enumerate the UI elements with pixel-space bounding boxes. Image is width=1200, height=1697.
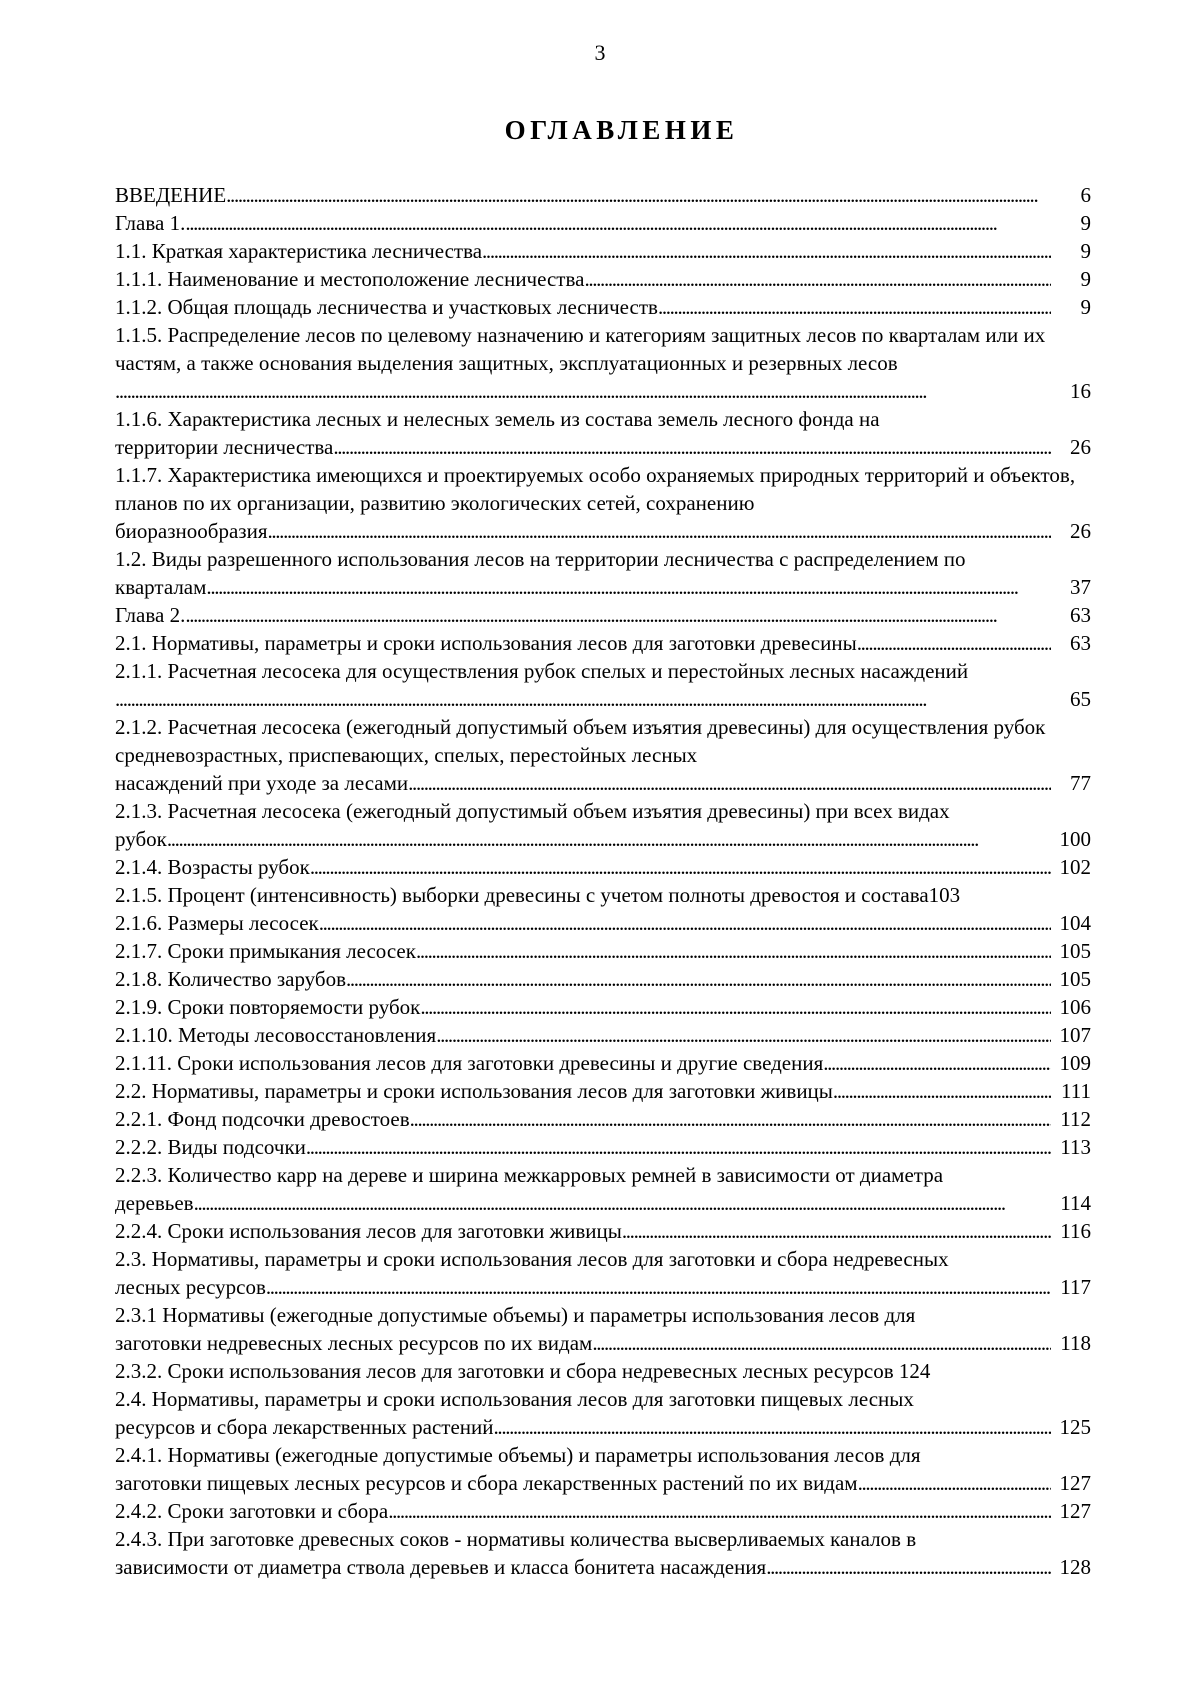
toc-entry-title: 2.2.1. Фонд подсочки древостоев (115, 1107, 410, 1131)
toc-entry-text: 2.1.5. Процент (интенсивность) выборки древесины с учетом полноты древостоя и состава103 (115, 883, 961, 907)
dot-leader (333, 433, 1051, 461)
toc-entry-text: 2.2.3. Количество карр на дереве и ширина межкарровых ремней в зависимости от диаметра (115, 1163, 944, 1187)
toc-entry-text: 2.1.1. Расчетная лесосека для осуществления рубок спелых и перестойных лесных насаждений (115, 659, 969, 683)
toc-entry-line (115, 209, 1091, 237)
toc-page-number: 9 (1080, 295, 1091, 319)
toc-entry[interactable] (115, 1217, 1091, 1245)
toc-page-number: 107 (1059, 1023, 1091, 1047)
toc-entry-title: 2.1. Нормативы, параметры и сроки использования лесов для заготовки древесины (115, 631, 857, 655)
dot-leader (584, 265, 1051, 293)
toc-entry-line (115, 1077, 1091, 1105)
toc-entry[interactable] (115, 1357, 1091, 1385)
toc-entry[interactable] (115, 405, 1091, 461)
toc-entry[interactable] (115, 881, 1091, 909)
toc-entry[interactable] (115, 1301, 1091, 1357)
toc-entry-title: 2.1.7. Сроки примыкания лесосек (115, 939, 416, 963)
toc-page-number: 125 (1059, 1415, 1091, 1439)
toc-entry-line (115, 265, 1091, 293)
toc-entry[interactable] (115, 545, 1091, 601)
toc-entry-title: биоразнообразия (115, 519, 268, 543)
toc-entry[interactable] (115, 629, 1091, 657)
dot-leader (306, 1133, 1051, 1161)
toc-page-number: 109 (1059, 1051, 1091, 1075)
toc-page-number: 105 (1059, 967, 1091, 991)
toc-entry-line (115, 1469, 1091, 1497)
toc-entry-line (115, 237, 1091, 265)
toc-entry-line (115, 1105, 1091, 1133)
toc-entry[interactable] (115, 657, 1091, 713)
toc-entry-title: Глава 1. (115, 211, 186, 235)
dot-leader (226, 181, 1051, 209)
toc-entry-line (115, 965, 1091, 993)
toc-entry[interactable] (115, 601, 1091, 629)
toc-entry-title: Глава 2. (115, 603, 186, 627)
toc-page-number: 37 (1070, 575, 1091, 599)
toc-page-number: 100 (1059, 827, 1091, 851)
toc-entry[interactable] (115, 209, 1091, 237)
toc-entry-text: 1.1.5. Распределение лесов по целевому назначению и категориям защитных лесов по кварталам или их частям, а также основания выделения защитных, эксплуатационных и резервных лесов (115, 323, 1046, 375)
toc-page-number: 63 (1070, 603, 1091, 627)
toc-entry-text: 2.4. Нормативы, параметры и сроки использования лесов для заготовки пищевых лесных (115, 1387, 914, 1411)
toc-page-number: 117 (1060, 1275, 1091, 1299)
toc-entry[interactable] (115, 797, 1091, 853)
toc-entry-text: 2.4.1. Нормативы (ежегодные допустимые объемы) и параметры использования лесов для (115, 1443, 921, 1467)
toc-entry-title: 1.1. Краткая характеристика лесничества (115, 239, 483, 263)
toc-entry-title: 1.1.2. Общая площадь лесничества и участковых лесничеств (115, 295, 658, 319)
toc-page-number: 63 (1070, 631, 1091, 655)
toc-entry-title: 2.2.2. Виды подсочки (115, 1135, 306, 1159)
toc-entry-title: 2.1.11. Сроки использования лесов для заготовки древесины и другие сведения (115, 1051, 824, 1075)
toc-entry-line (115, 1049, 1091, 1077)
dot-leader (115, 685, 1051, 713)
toc-entry-title: 2.1.6. Размеры лесосек (115, 911, 319, 935)
table-of-contents (115, 181, 1091, 1581)
toc-entry-line (115, 1273, 1091, 1301)
toc-entry-text: 1.1.6. Характеристика лесных и нелесных земель из состава земель лесного фонда на (115, 407, 880, 431)
toc-entry-title: кварталам (115, 575, 207, 599)
toc-entry[interactable] (115, 937, 1091, 965)
toc-entry-title: 2.2. Нормативы, параметры и сроки использования лесов для заготовки живицы (115, 1079, 833, 1103)
toc-page-number: 6 (1080, 183, 1091, 207)
toc-entry-line (115, 937, 1091, 965)
toc-entry-title: 2.4.2. Сроки заготовки и сбора (115, 1499, 389, 1523)
dot-leader (823, 1049, 1051, 1077)
toc-entry-title: ресурсов и сбора лекарственных растений (115, 1415, 494, 1439)
toc-entry-line (115, 1021, 1091, 1049)
dot-leader (410, 1105, 1051, 1133)
dot-leader (194, 1189, 1051, 1217)
dot-leader (416, 937, 1051, 965)
toc-entry[interactable] (115, 1525, 1091, 1581)
toc-entry-line (115, 1497, 1091, 1525)
toc-entry-text: 2.3.1 Нормативы (ежегодные допустимые объемы) и параметры использования лесов для (115, 1303, 916, 1327)
dot-leader (482, 237, 1051, 265)
dot-leader (858, 1469, 1051, 1497)
toc-entry-text: 1.2. Виды разрешенного использования лесов на территории лесничества с распределением по (115, 547, 966, 571)
toc-entry-line (115, 993, 1091, 1021)
toc-page-number: 111 (1061, 1079, 1091, 1103)
dot-leader (319, 909, 1051, 937)
toc-entry-line (115, 629, 1091, 657)
toc-entry-line (115, 433, 1091, 461)
toc-entry-line (115, 853, 1091, 881)
dot-leader (494, 1413, 1051, 1441)
toc-entry-text: 1.1.7. Характеристика имеющихся и проектируемых особо охраняемых природных территорий и объектов, планов по их организации, развитию экологических сетей, сохранению (115, 463, 1076, 515)
toc-entry-text: 2.3.2. Сроки использования лесов для заготовки и сбора недревесных лесных ресурсов 124 (115, 1359, 931, 1383)
toc-entry-text: 2.1.2. Расчетная лесосека (ежегодный допустимый объем изъятия древесины) для осуществления рубок средневозрастных, приспевающих, спелых, перестойных лесных (115, 715, 1046, 767)
toc-entry[interactable] (115, 265, 1091, 293)
toc-page-number: 127 (1059, 1499, 1091, 1523)
toc-entry[interactable] (115, 1049, 1091, 1077)
toc-entry-line (115, 517, 1091, 545)
toc-entry[interactable] (115, 713, 1091, 797)
toc-entry[interactable] (115, 1385, 1091, 1441)
toc-page-number: 118 (1060, 1331, 1091, 1355)
toc-entry-text: 2.3. Нормативы, параметры и сроки использования лесов для заготовки и сбора недревесных (115, 1247, 949, 1271)
toc-entry-line (115, 769, 1091, 797)
dot-leader (622, 1217, 1051, 1245)
toc-page-number: 65 (1070, 687, 1091, 711)
toc-entry-line (115, 1553, 1091, 1581)
toc-page-number: 16 (1070, 379, 1091, 403)
toc-entry[interactable] (115, 1133, 1091, 1161)
dot-leader (266, 1273, 1051, 1301)
dot-leader (857, 629, 1051, 657)
toc-page-number: 9 (1080, 267, 1091, 291)
dot-leader (766, 1553, 1051, 1581)
toc-entry[interactable] (115, 1161, 1091, 1217)
toc-entry-line (115, 685, 1091, 713)
toc-entry[interactable] (115, 181, 1091, 209)
dot-leader (206, 573, 1051, 601)
dot-leader (420, 993, 1051, 1021)
toc-entry[interactable] (115, 293, 1091, 321)
toc-entry-title: рубок (115, 827, 167, 851)
toc-entry-title: 2.1.8. Количество зарубов (115, 967, 346, 991)
page-number: 3 (594, 40, 606, 65)
toc-entry-line (115, 1217, 1091, 1245)
toc-entry[interactable] (115, 321, 1091, 405)
toc-entry[interactable] (115, 1441, 1091, 1497)
toc-entry-title: 2.1.10. Методы лесовосстановления (115, 1023, 437, 1047)
toc-entry-title: деревьев (115, 1191, 194, 1215)
toc-entry[interactable] (115, 965, 1091, 993)
dot-leader (658, 293, 1051, 321)
dot-leader (346, 965, 1051, 993)
toc-page-number: 9 (1080, 211, 1091, 235)
toc-entry-title: 1.1.1. Наименование и местоположение лесничества (115, 267, 585, 291)
toc-entry-line (115, 1413, 1091, 1441)
toc-entry-line (115, 181, 1091, 209)
toc-entry-title: лесных ресурсов (115, 1275, 266, 1299)
toc-entry[interactable] (115, 1021, 1091, 1049)
dot-leader (310, 853, 1051, 881)
toc-page-number: 114 (1060, 1191, 1091, 1215)
dot-leader (388, 1497, 1051, 1525)
toc-entry[interactable] (115, 1497, 1091, 1525)
dot-leader (436, 1021, 1051, 1049)
toc-entry-title: территории лесничества (115, 435, 334, 459)
toc-entry[interactable] (115, 853, 1091, 881)
toc-entry-title: ВВЕДЕНИЕ (115, 183, 227, 207)
toc-entry-text: 2.1.3. Расчетная лесосека (ежегодный допустимый объем изъятия древесины) при всех видах (115, 799, 950, 823)
toc-entry-title: заготовки пищевых лесных ресурсов и сбора лекарственных растений по их видам (115, 1471, 858, 1495)
toc-page-number: 105 (1059, 939, 1091, 963)
toc-page-number: 9 (1080, 239, 1091, 263)
dot-leader (115, 377, 1051, 405)
toc-entry-title: 2.2.4. Сроки использования лесов для заготовки живицы (115, 1219, 622, 1243)
toc-entry[interactable] (115, 909, 1091, 937)
dot-leader (592, 1329, 1051, 1357)
toc-page-number: 127 (1059, 1471, 1091, 1495)
toc-page-number: 106 (1059, 995, 1091, 1019)
toc-entry-text: 2.4.3. При заготовке древесных соков - нормативы количества высверливаемых каналов в (115, 1527, 917, 1551)
toc-entry-line (115, 573, 1091, 601)
toc-entry-title: 2.1.4. Возрасты рубок (115, 855, 310, 879)
dot-leader (167, 825, 1051, 853)
page-title: ОГЛАВЛЕНИЕ (504, 115, 739, 145)
toc-entry-line (115, 1133, 1091, 1161)
toc-entry-title: заготовки недревесных лесных ресурсов по их видам (115, 1331, 593, 1355)
dot-leader (408, 769, 1051, 797)
toc-page-number: 102 (1059, 855, 1091, 879)
dot-leader (267, 517, 1051, 545)
toc-page-number: 104 (1059, 911, 1091, 935)
dot-leader (185, 601, 1051, 629)
dot-leader (185, 209, 1051, 237)
toc-entry-line (115, 293, 1091, 321)
toc-page-number: 26 (1070, 435, 1091, 459)
toc-entry[interactable] (115, 461, 1091, 545)
toc-entry-title: насаждений при уходе за лесами (115, 771, 409, 795)
toc-page-number: 77 (1070, 771, 1091, 795)
dot-leader (833, 1077, 1051, 1105)
toc-entry-line (115, 1329, 1091, 1357)
toc-entry[interactable] (115, 1105, 1091, 1133)
toc-entry-line (115, 1189, 1091, 1217)
toc-page-number: 112 (1060, 1107, 1091, 1131)
toc-entry-line (115, 825, 1091, 853)
toc-page-number: 113 (1060, 1135, 1091, 1159)
toc-entry-title: зависимости от диаметра ствола деревьев и класса бонитета насаждения (115, 1555, 767, 1579)
toc-page-number: 128 (1059, 1555, 1091, 1579)
toc-entry-line (115, 377, 1091, 405)
toc-page-number: 26 (1070, 519, 1091, 543)
toc-entry[interactable] (115, 993, 1091, 1021)
toc-entry[interactable] (115, 1077, 1091, 1105)
toc-entry-title: 2.1.9. Сроки повторяемости рубок (115, 995, 421, 1019)
toc-entry-line (115, 909, 1091, 937)
toc-entry-line (115, 601, 1091, 629)
toc-entry[interactable] (115, 1245, 1091, 1301)
toc-page-number: 116 (1060, 1219, 1091, 1243)
toc-entry[interactable] (115, 237, 1091, 265)
